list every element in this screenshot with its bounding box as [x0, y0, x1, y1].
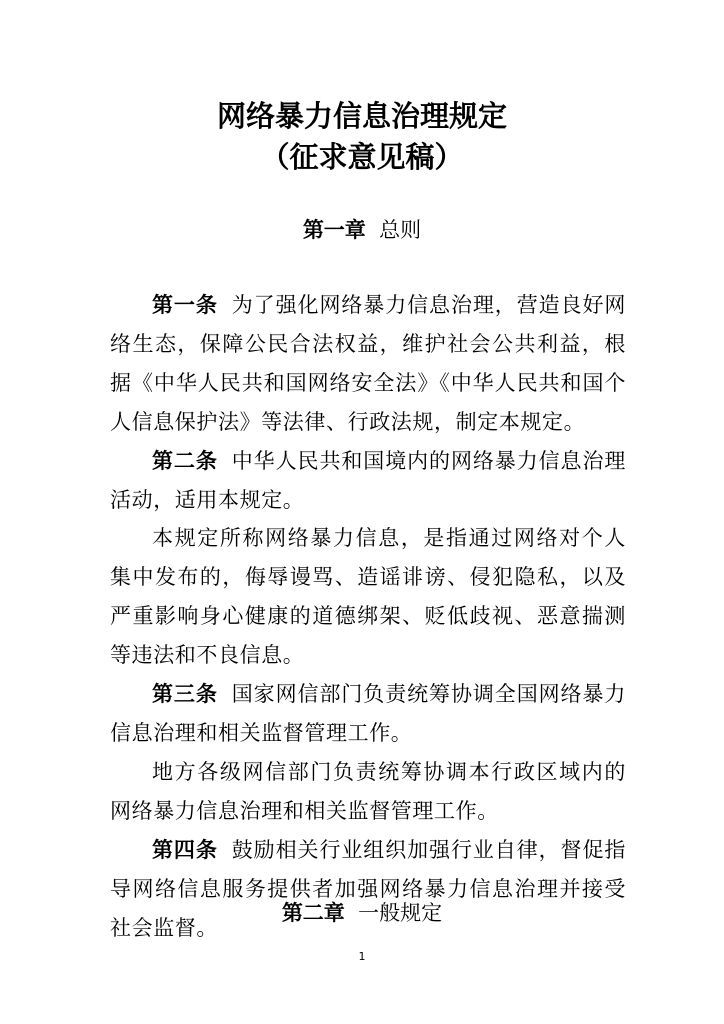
- chapter-heading: [0, 899, 724, 927]
- chapter-name: 总则: [379, 218, 422, 242]
- article-body: [110, 286, 626, 947]
- document-title: 网络暴力信息治理规定: [216, 99, 507, 133]
- article-text: 中华人民共和国境内的网络暴力信息治理活动，适用本规定。: [110, 448, 626, 512]
- article-text: 地方各级网信部门负责统筹协调本行政区域内的网络暴力信息治理和相关监督管理工作。: [110, 759, 626, 823]
- chapter-number: 第一章: [302, 218, 366, 242]
- article-paragraph: [110, 675, 626, 753]
- article-paragraph: [110, 831, 626, 948]
- article-paragraph: [110, 442, 626, 520]
- article-text: 为了强化网络暴力信息治理，营造良好网络生态，保障公民合法权益，维护社会公共利益，根据《中华人民共和国网络安全法》《中华人民共和国个人信息保护法》等法律、行政法规，制定本规定。: [110, 293, 626, 434]
- article-text: 鼓励相关行业组织加强行业自律，督促指导网络信息服务提供者加强网络暴力信息治理并接受社会监督。: [110, 837, 626, 940]
- article-paragraph: [110, 753, 626, 831]
- article-text: 本规定所称网络暴力信息，是指通过网络对个人集中发布的，侮辱谩骂、造谣诽谤、侵犯隐私，以及严重影响身心健康的道德绑架、贬低歧视、恶意揣测等违法和不良信息。: [110, 526, 626, 668]
- article-paragraph: [110, 519, 626, 675]
- page-number: 1: [358, 950, 366, 963]
- article-number: 第二条: [152, 448, 218, 473]
- article-paragraph: [110, 286, 626, 442]
- chapter-number: 第二章: [281, 901, 345, 925]
- chapter-heading: [0, 216, 724, 244]
- article-number: 第四条: [152, 837, 218, 862]
- article-number: 第三条: [152, 682, 218, 707]
- article-text: 国家网信部门负责统筹协调全国网络暴力信息治理和相关监督管理工作。: [110, 682, 626, 745]
- chapter-name: 一般规定: [358, 901, 443, 925]
- article-number: 第一条: [152, 293, 218, 317]
- document-subtitle: （征求意见稿）: [260, 140, 464, 174]
